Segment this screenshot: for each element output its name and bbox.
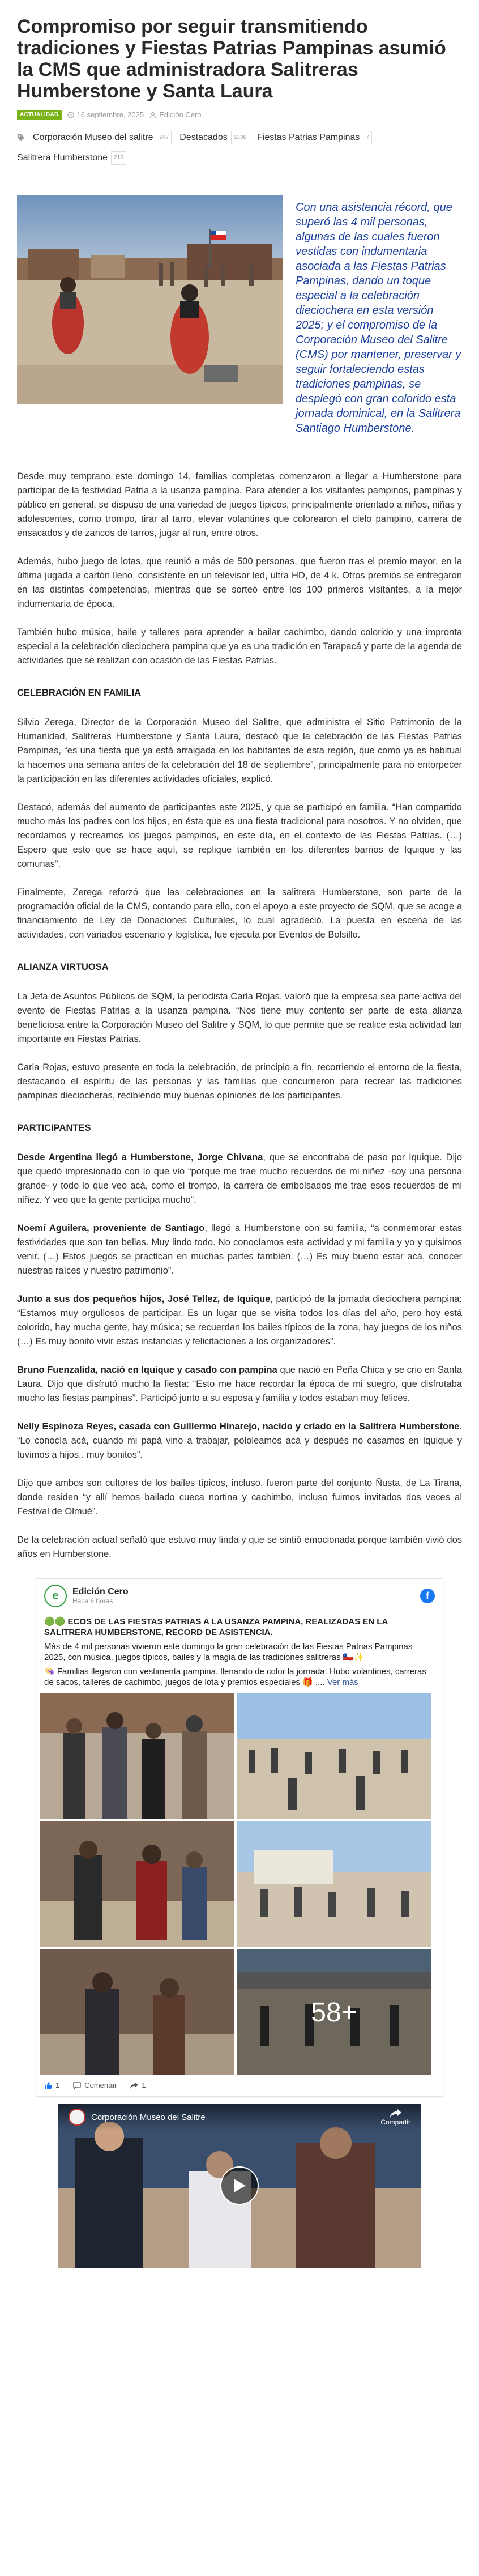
post-time[interactable]: Hace 6 horas xyxy=(72,1597,113,1605)
tag-list xyxy=(17,131,462,165)
tag-count: 7 xyxy=(363,131,372,144)
pull-quote: Con una asistencia récord, que superó las 4 mil personas, algunas de las cuales fueron vestidas con indumentaria asociada a las Fiestas Patrias Pampinas, dando un toque especial a la celebración dieciochera en esta versión 2025; y el compromiso de la Corporación Museo del Salitre (CMS) por mantener, preservar y seguir fortaleciendo estas tradiciones pampinas, se desplegó con gran colorido esta jornada dominical, en la Salitrera Santiago Humberstone. xyxy=(296,201,461,435)
photo-grid xyxy=(36,1693,443,2075)
see-more-link[interactable]: Ver más xyxy=(327,1677,358,1687)
paragraph xyxy=(17,1292,462,1349)
paragraph: También hubo música, baile y talleres para aprender a bailar cachimbo, dando colorido y una impronta especial a la celebración dieciochera pampina que ya es una tradición en Tarapacá y parte de la agenda de actividades que se realizan con ocasión de las Fiestas Patrias. xyxy=(17,627,462,666)
paragraph: Dijo que ambos son cultores de los bailes típicos, incluso, fueron parte del conjunto Ñusta, de La Tirana, donde residen “y allí hemos bailado cueca nortina y cachimbo, incluso fuimos invitados dos veces al Festival de Olmué”. xyxy=(17,1478,462,1517)
section-heading: CELEBRACIÓN EN FAMILIA xyxy=(17,688,142,698)
tag-item[interactable] xyxy=(179,131,249,144)
clock-icon xyxy=(67,112,74,118)
video-header xyxy=(58,2104,421,2131)
comment-action[interactable] xyxy=(73,2081,117,2089)
paragraph: La Jefa de Asuntos Públicos de SQM, la periodista Carla Rojas, valoró que la empresa sea parte activa del evento de Fiestas Patrias a la usanza pampina. “Nos tiene muy contento ser parte de esta alianza beneficiosa entre la Corporación Museo del Salitre y SQM, lo que permite que se realice esta actividad tan importante en Fiestas Patrias. xyxy=(17,991,462,1044)
post-photo[interactable] xyxy=(40,1949,234,2075)
paragraph xyxy=(17,1221,462,1278)
article-body xyxy=(17,470,462,1561)
post-text: Más de 4 mil personas vivieron este domingo la gran celebración de las Fiestas Patrias Pampinas 2025, con música, juegos típicos, bailes y la magia de las tradiciones salitreras 🇨🇱✨ xyxy=(44,1642,413,1662)
page-name[interactable]: Edición Cero xyxy=(72,1587,129,1596)
sack-race-photo xyxy=(17,195,283,404)
paragraph: Desde muy temprano este domingo 14, familias completas comenzaron a llegar a Humberstone para participar de la festividad Patria a la usanza pampina. Para atender a los visitantes pampinos, pampinas y público en general, se dispuso de una variedad de juegos típicos, principalmente orientado a niños, niñas y adolescentes, como trompo, tirar al tarro, elevar volantines que colorearon el cielo pampino, carrera de ensacados y de zancos de tarros, jugar al run, entre otros. xyxy=(17,471,462,538)
video-share-button[interactable] xyxy=(380,2108,410,2126)
channel-name[interactable]: Corporación Museo del Salitre xyxy=(91,2112,206,2122)
post-text xyxy=(44,1666,435,1688)
participant-name: Junto a sus dos pequeños hijos, José Tellez, de Iquique xyxy=(17,1294,271,1304)
post-text-line: 👒 Familias llegaron con vestimenta pampina, llenando de color la jornada. Hubo volantines, carreras de sacos, talleres de cachimbo, juegos de lota y premios especiales 🎁 .... xyxy=(44,1667,426,1687)
tag-item[interactable] xyxy=(257,131,372,144)
post-photo[interactable] xyxy=(40,1821,234,1947)
post-headline: 🟢🟢 ECOS DE LAS FIESTAS PATRIAS A LA USANZA PAMPINA, REALIZADAS EN LA SALITRERA HUMBERSTONE, RECORD DE ASISTENCIA. xyxy=(44,1617,388,1637)
tag-label: Destacados xyxy=(179,133,228,142)
intro-block xyxy=(17,195,462,436)
paragraph: Finalmente, Zerega reforzó que las celebraciones en la salitrera Humberstone, son parte de la programación oficial de la CMS, contando para ello, con el apoyo a este proyecto de SQM, que se acoge a financiamiento de Ley de Donaciones Culturales, lo cual agradeció. La puesta en escena de las actividades, con variados escenario y logística, fue ejecuta por Eventos de Bolsillo. xyxy=(17,887,462,940)
tag-label: Fiestas Patrias Pampinas xyxy=(256,133,360,142)
embedded-video[interactable] xyxy=(58,2104,421,2268)
sack-race-illustration xyxy=(17,195,283,404)
like-count: 1 xyxy=(55,2081,60,2089)
participant-quote: , llegó a Humberstone con su familia, “a conmemorar estas festividades que son tan bellas. Muy lindo todo. No conocíamos esta actividad y mi familia y yo y quisimos venir. (…) Estos juegos se practican en muchas partes también. (…) Es muy bueno estar acá, conocer nuestras raíces y nuestro patrimonio”. xyxy=(17,1223,462,1276)
like-action[interactable] xyxy=(44,2081,59,2089)
facebook-icon[interactable]: f xyxy=(420,1589,435,1603)
tag-icon xyxy=(17,134,25,142)
channel-avatar[interactable] xyxy=(69,2109,85,2126)
paragraph: Carla Rojas, estuvo presente en toda la celebración, de principio a fin, recorriendo el entorno de la fiesta, destacando el espíritu de las personas y las familias que concurrieron para recrear las tradiciones pampinas dieciocheras, recibiendo muy buenas opiniones de los participantes. xyxy=(17,1062,462,1101)
participant-quote: . “Lo conocía acá, cuando mi papá vino a trabajar, pololeamos acá y después no casamos en Iquique y tuvimos a hijos.. muy bonitos”. xyxy=(17,1421,462,1460)
paragraph: Además, hubo juego de lotas, que reunió a más de 500 personas, que fueron tras el premio mayor, en la última jugada a cartón lleno, consistente en un televisor led, ultra HD, de 4 k. Otros premios se entregaron en las distintas competencias, mientras que se sorteó entre los 100 primeros visitantes, a la mejor indumentaria de época. xyxy=(17,556,462,609)
date-meta xyxy=(67,110,144,119)
share-action[interactable] xyxy=(130,2081,146,2089)
post-photo[interactable] xyxy=(237,1821,431,1947)
tag-label: Corporación Museo del salitre xyxy=(33,133,153,142)
author-meta xyxy=(149,110,201,119)
post-photo[interactable] xyxy=(237,1949,431,2075)
tag-label: Salitrera Humberstone xyxy=(17,153,108,163)
tag-count: 216 xyxy=(111,151,126,165)
participant-name: Desde Argentina llegó a Humberstone, Jorge Chivana xyxy=(17,1152,263,1163)
paragraph: De la celebración actual señaló que estuvo muy linda y que se sintió emocionada porque también vivió dos años en Humberstone. xyxy=(17,1535,462,1559)
post-actions xyxy=(44,2075,435,2096)
comment-icon xyxy=(73,2081,81,2089)
paragraph xyxy=(17,1151,462,1207)
participant-name: Bruno Fuenzalida, nació en Iquique y casado con pampina xyxy=(17,1365,277,1375)
paragraph xyxy=(17,1363,462,1406)
share-arrow-icon xyxy=(390,2108,402,2118)
tag-item[interactable] xyxy=(17,151,126,165)
facebook-embed xyxy=(36,1578,443,2097)
thumbs-up-icon xyxy=(44,2081,52,2089)
article-meta xyxy=(17,110,462,120)
tag-count: 6336 xyxy=(231,131,249,144)
paragraph: Destacó, además del aumento de participantes este 2025, y que se participó en familia. “Han compartido mucho más los padres con los hijos, en ésta que es una fiesta tradicional para nosotros. Y no olviden, que recordamos y recreamos los juegos pampinos, en este día, en el contexto de las Fiestas Patrias. (…) Espero que esto que se hace aquí, se replique también en los diferentes barrios de Iquique y las comunas”. xyxy=(17,802,462,869)
share-count: 1 xyxy=(142,2081,146,2089)
participant-quote: , que se encontraba de paso por Iquique. Dijo que quedó impresionado con lo que vio “porque me trae mucho recuerdos de mi niñez -soy una persona grande- y todo lo que veo acá, como el trompo, la carrera de embolsados me trae esos recuerdos de mi niñez. Y veo que la gente participa mucho”. xyxy=(17,1152,462,1205)
comment-label: Comentar xyxy=(84,2081,117,2089)
participant-name: Noemí Aguilera, proveniente de Santiago xyxy=(17,1223,205,1233)
category-badge[interactable]: ACTUALIDAD xyxy=(17,110,62,120)
article-date: 16 septiembre, 2025 xyxy=(76,110,144,119)
facebook-post-header xyxy=(44,1585,435,1607)
share-label: Compartir xyxy=(380,2118,410,2126)
play-button[interactable] xyxy=(220,2166,259,2205)
paragraph xyxy=(17,1420,462,1462)
section-heading: ALIANZA VIRTUOSA xyxy=(17,962,109,972)
play-icon xyxy=(232,2178,247,2194)
participant-quote: que nació en Peña Chica y se crio en Santa Laura. Dijo que disfrutó mucho la fiesta: “Esto me hace recordar la época de mi suegro, que disfrutaba mucho las fiestas pampinas”. Participó junto a su esposa y familia y todos estaban muy felices. xyxy=(17,1365,462,1403)
post-photo[interactable] xyxy=(40,1693,234,1819)
paragraph: Silvio Zerega, Director de la Corporación Museo del Salitre, que administra el Sitio Patrimonio de la Humanidad, Salitreras Humberstone y Santa Laura, destacó que la celebración de las Fiestas Patrias Pampinas, “es una fiesta que ya está arraigada en los habitantes de esta región, que como ya es habitual la hacemos una semana antes de la celebración del 18 de septiembre”, principalmente para no entorpecer la participación en las diferentes actividades oficiales, explicó. xyxy=(17,717,462,784)
article-title: Compromiso por seguir transmitiendo tradiciones y Fiestas Patrias Pampinas asumió la CMS que administradora Salitreras Humberstone y Santa Laura xyxy=(17,16,446,102)
tag-item[interactable] xyxy=(33,131,172,144)
user-icon xyxy=(149,112,156,118)
tag-count: 247 xyxy=(157,131,172,144)
page-avatar[interactable]: e xyxy=(44,1585,67,1607)
post-photo[interactable] xyxy=(237,1693,431,1819)
section-heading: PARTICIPANTES xyxy=(17,1123,91,1133)
more-photos-overlay[interactable]: 58+ xyxy=(237,1949,431,2075)
participant-name: Nelly Espinoza Reyes, casada con Guillermo Hinarejo, nacido y criado en la Salitrera Humberstone xyxy=(17,1421,460,1432)
share-icon xyxy=(130,2081,138,2089)
participant-quote: , participó de la jornada dieciochera pampina: “Estamos muy orgullosos de participar. Es un lugar que se visita todos los días del año, pero hoy está colorido, hay mucha gente, hay música; se recuerdan los bailes típicos de la zona, hay juegos de los niños (…) Es muy bonito vivir estas instancias y felicitaciones a los organizadores”. xyxy=(17,1294,462,1347)
article-author[interactable]: Edición Cero xyxy=(159,110,202,119)
